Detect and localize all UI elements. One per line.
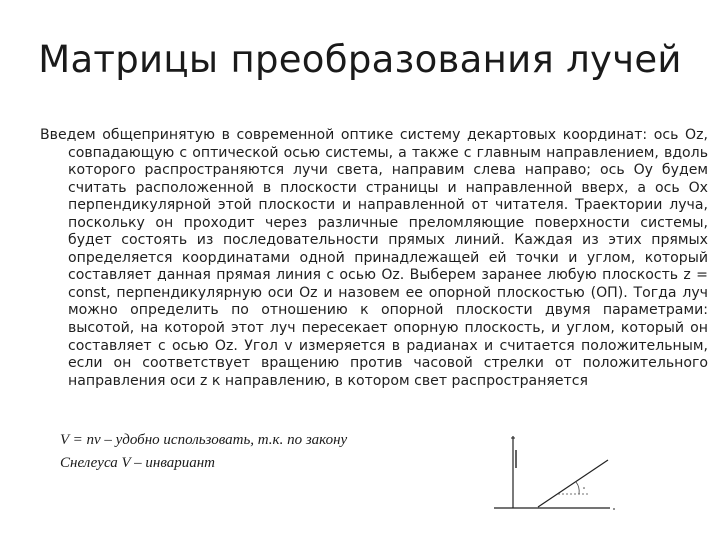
z-axis-end-mark [613,508,615,510]
ray-diagram [488,430,638,525]
light-ray [538,460,608,507]
body-paragraph: Введем общепринятую в современной оптике систему декартовых координат: ось Oz, совпадающую с оптической осью системы, а также с главным направлением, вдоль которого распространяются лучи света, направим слева направо; ось Oy будем считать расположенной в плоскости страницы и направленной вверх, а ось Ox перпендикулярной этой плоскости и направленной от читателя. Траектории луча, поскольку он проходит через различные преломляющие поверхности системы, будет состоять из последовательности прямых линий. Каждая из этих прямых определяется координатами одной принадлежащей ей точки и углом, который составляет данная прямая линия с осью Oz. Выберем заранее любую плоскость z = const, перпендикулярную оси Oz и назовем ее опорной плоскостью (ОП). Тогда луч можно определить по отношению к опорной плоскости двумя параметрами: высотой, на которой этот луч пересекает опорную плоскость, и углом, который он составляет с осью Oz. Угол v измеряется в радианах и считается положительным, если он соответствует вращению против часовой стрелки от положительного направления оси z к направлению, в котором свет распространяется [40,127,708,389]
formula-line-1: V = nv – удобно использовать, т.к. по закону [60,432,348,448]
angle-arc [576,482,579,494]
formula-line-2: Снелеуса V – инвариант [60,455,215,471]
angle-mark [583,487,585,489]
slide-title: Матрицы преобразования лучей [38,38,682,81]
